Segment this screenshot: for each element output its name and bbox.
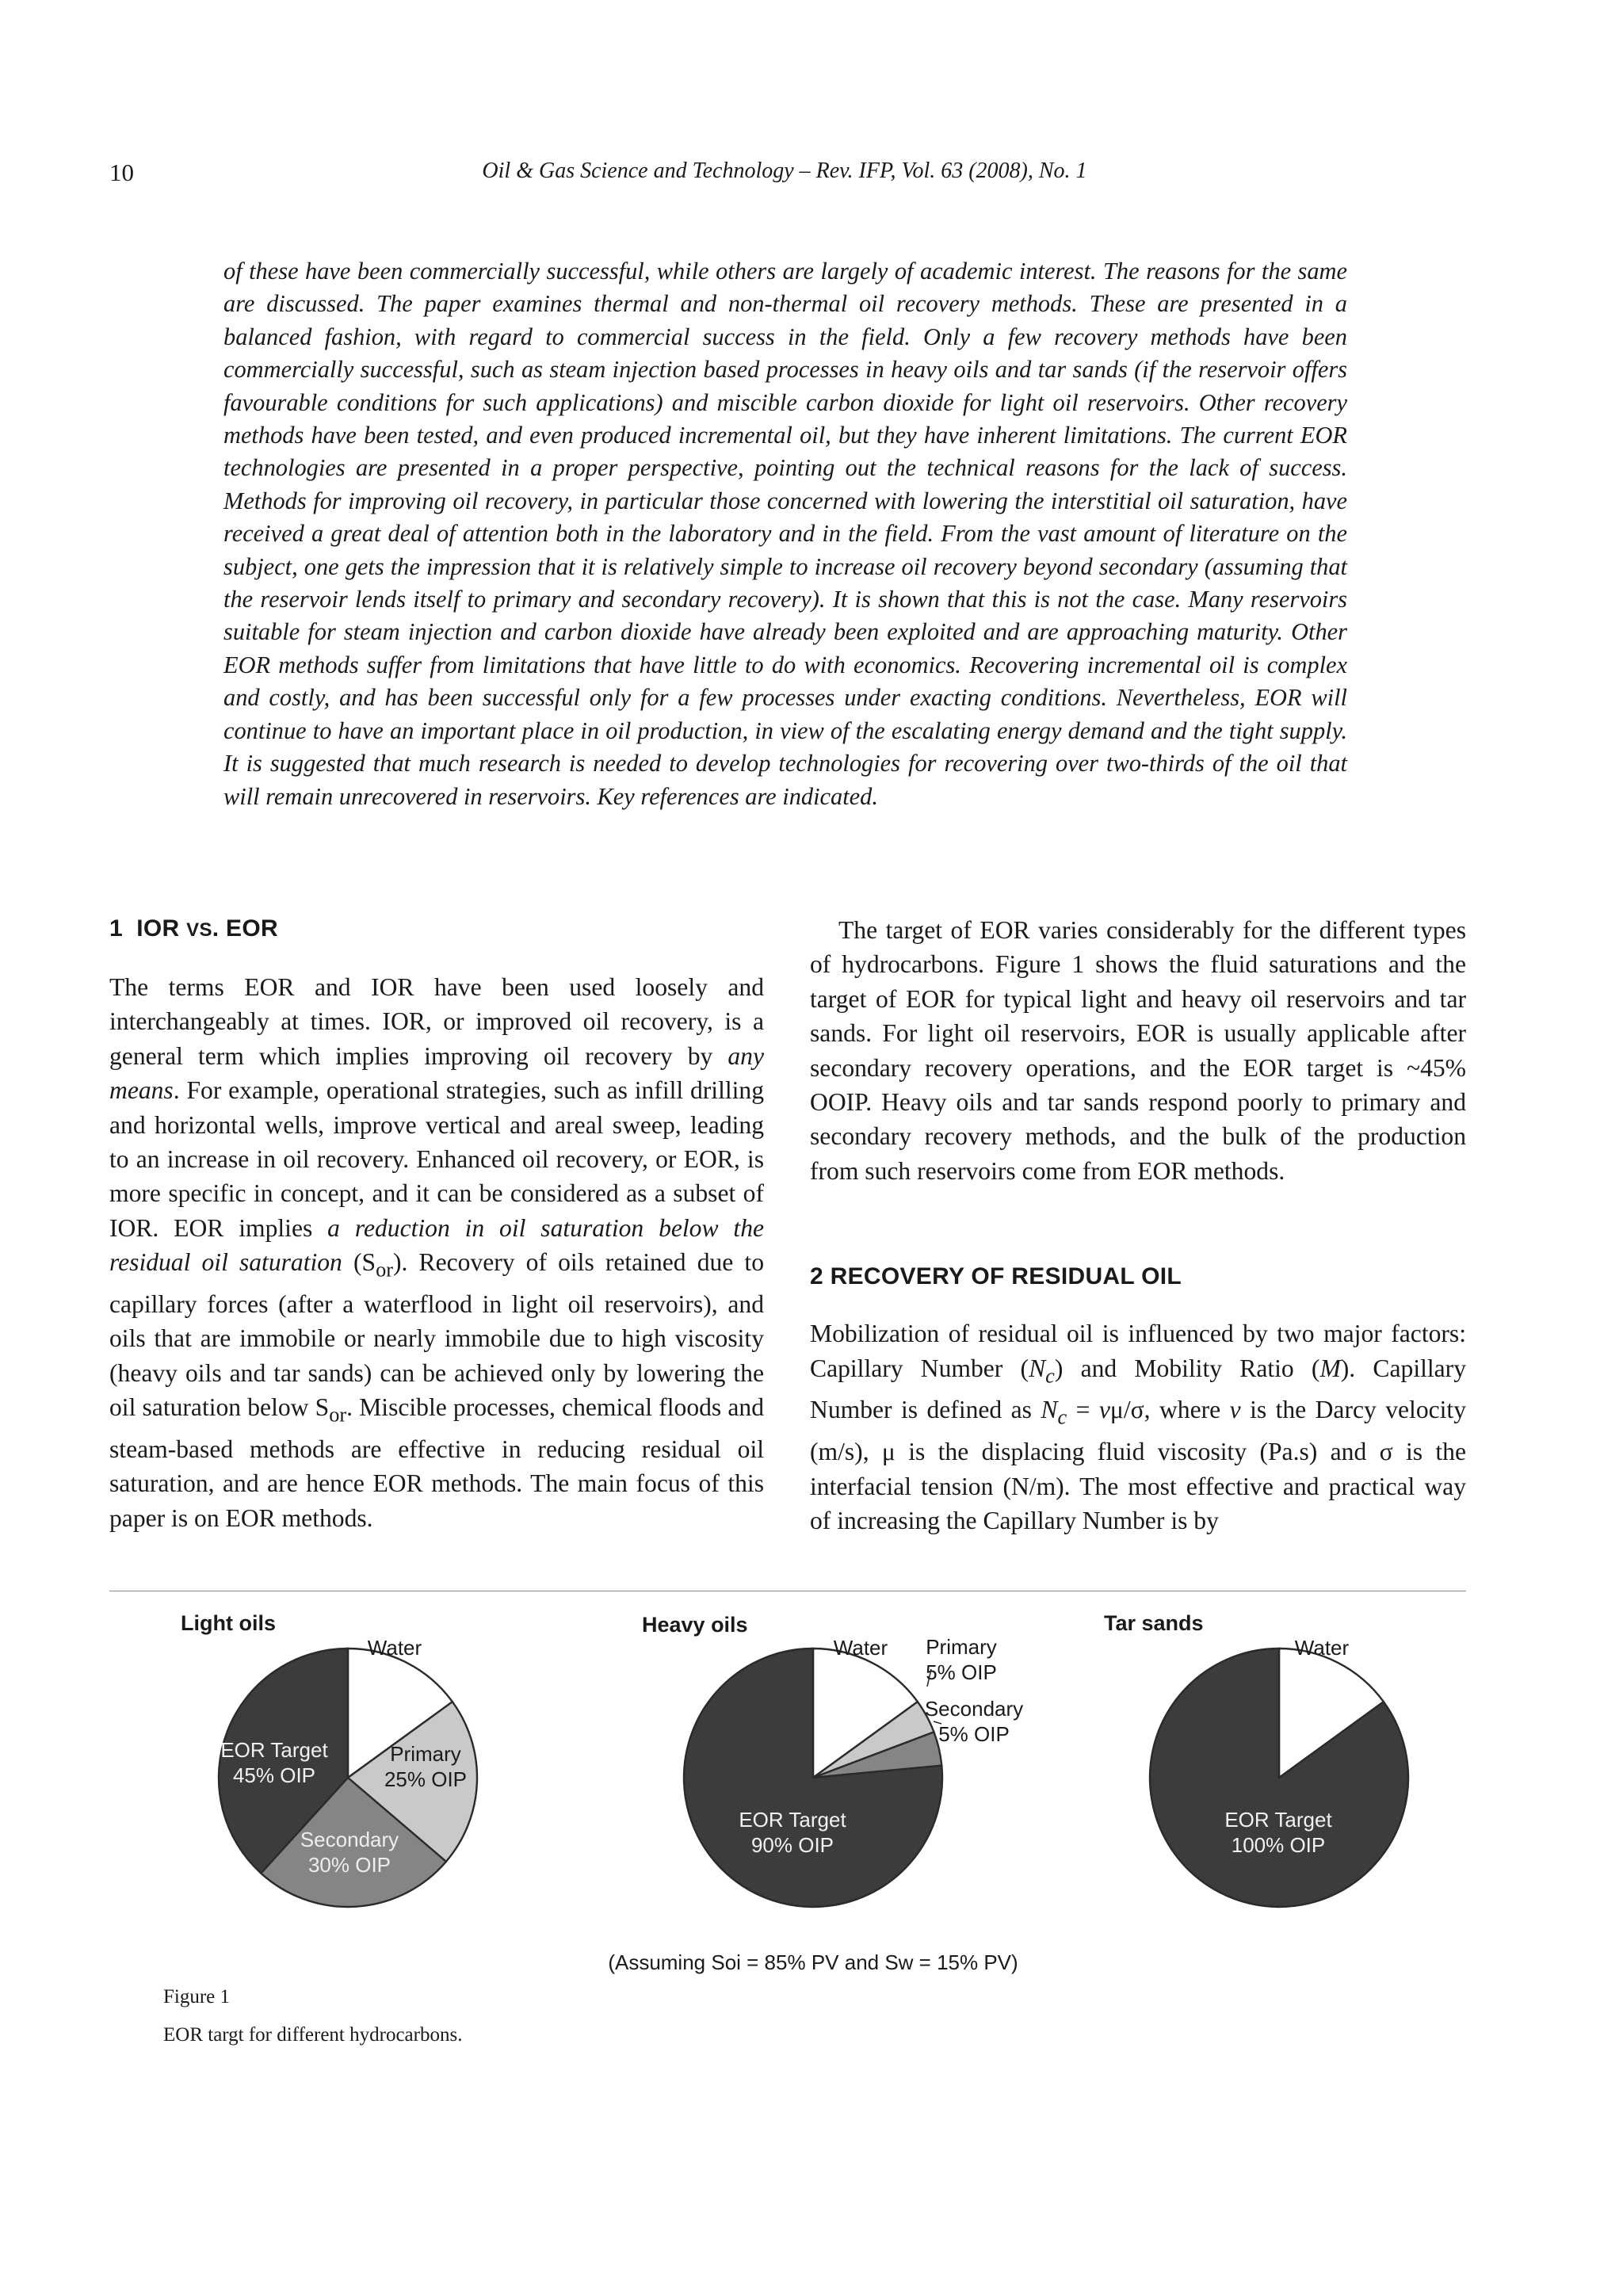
section-1-title-vs: VS [186,919,212,941]
symbol-c: c [1045,1363,1055,1387]
emphasis-any-means: any means [109,1041,764,1105]
slice-label-primary: Primary 25% OIP [384,1742,468,1791]
text-run: = [1067,1396,1099,1424]
text-run: (S [342,1248,376,1277]
figure-1 [109,1593,1466,1981]
text-run: . For example, operational strategies, such as infill drilling and horizontal wells, improve vertical and areal sweep, leading to an increase in oil recovery. Enhanced oil recovery, or EOR, is more specific in concept, and it can be considered as a subset of IOR. EOR implies [109,1076,764,1242]
slice-label-eor-target: EOR Target 45% OIP [220,1738,328,1787]
page-number: 10 [109,159,134,186]
chart-title: Heavy oils [642,1613,748,1637]
figure-note: (Assuming Soi = 85% PV and Sw = 15% PV) [608,1950,1018,1974]
eor-target-paragraph: The target of EOR varies considerably for the different types of hydrocarbons. Figure 1 shows the fluid saturations and the target of EOR for typical light and heavy oil reservoirs and tar sands. For light oil reservoirs, EOR is usually applicable after secondary recovery operations, and the EOR target is ~45% OOIP. Heavy oils and tar sands respond poorly to primary and secondary recovery methods, and the bulk of the production from such reservoirs come from EOR methods. [810,916,1466,1185]
figure-label: Figure 1 [163,1986,231,2008]
section-2-paragraph [810,1316,1466,1538]
slice-label-primary: Primary 5% OIP [926,1635,997,1684]
text-run: . Miscible processes, chemical floods and steam-based methods are effective in reducing residual oil saturation, and are hence EOR methods. The main focus of this paper is on EOR methods. [109,1393,764,1532]
slice-label-eor-target: EOR Target 90% OIP [739,1808,846,1857]
left-column [109,913,764,1535]
text-run: ). Recovery of oils retained due to capillary forces (after a waterflood in light oil reservoirs), and oils that are immobile or nearly immobile due to high viscosity (heavy oils and tar sands) can be achieved only by lowering the oil saturation below S [109,1248,764,1422]
symbol-n: N [1029,1354,1046,1382]
pie-charts [109,1593,1466,1981]
emphasis-reduction: a reduction in oil saturation below the residual oil saturation [109,1213,765,1277]
text-run: The terms EOR and IOR have been used loosely and interchangeably at times. IOR, or improved oil recovery, is a general term which implies improving oil recovery by [109,973,764,1070]
slice-label-water: Water [833,1636,888,1660]
symbol-v: v [1229,1396,1241,1424]
chart-title: Tar sands [1104,1611,1204,1635]
text-run: Mobilization of residual oil is influenced by two major factors: Capillary Number ( [810,1320,1466,1382]
section-1-number: 1 [109,915,123,942]
text-run: μ/σ, where [1109,1396,1230,1424]
figure-caption: EOR targt for different hydrocarbons. [163,2024,463,2046]
right-column [810,913,1466,1538]
slice-label-secondary: Secondary 30% OIP [300,1828,399,1877]
slice-label-water: Water [1294,1636,1350,1660]
slice-label-eor-target: EOR Target 100% OIP [1224,1808,1332,1857]
section-1-title-b: . EOR [212,915,278,942]
section-2-heading: 2 RECOVERY OF RESIDUAL OIL [810,1263,1182,1290]
section-1-heading [109,913,764,946]
running-head [238,159,1331,184]
symbol-v: v [1098,1396,1110,1424]
chart-title: Light oils [181,1611,276,1635]
journal-name: Oil & Gas Science and Technology – Rev. IFP, Vol. 63 (2008), No. 1 [482,159,1087,183]
section-1-title-a: IOR [136,915,187,942]
text-run: ) and Mobility Ratio ( [1054,1354,1320,1382]
text-run: ). Capillary Number is defined as [810,1354,1466,1424]
subscript-or: or [329,1403,347,1427]
symbol-c: c [1057,1405,1067,1429]
abstract-text: of these have been commercially successful, while others are largely of academic interest. The reasons for the same are discussed. The paper examines thermal and non-thermal oil recovery methods. These are presented in a balanced fashion, with regard to commercial success in the field. Only a few recovery methods have been commercially successful, such as steam injection based processes in heavy oils and tar sands (if the reservoir offers favourable conditions for such applications) and miscible carbon dioxide for light oil reservoirs. Other recovery methods have been tested, and even produced incremental oil, but they have inherent limitations. The current EOR technologies are presented in a proper perspective, pointing out the technical reasons for the lack of success. Methods for improving oil recovery, in particular those concerned with lowering the interstitial oil saturation, have received a great deal of attention both in the laboratory and in the field. From the vast amount of literature on the subject, one gets the impression that it is relatively simple to increase oil recovery beyond secondary (assuming that the reservoir lends itself to primary and secondary recovery). It is shown that this is not the case. Many reservoirs suitable for steam injection and carbon dioxide have already been exploited and are approaching maturity. Other EOR methods suffer from limitations that have little to do with economics. Recovering incremental oil is complex and costly, and has been successful only for a few processes under exacting conditions. Nevertheless, EOR will continue to have an important place in oil production, in view of the escalating energy demand and the tight supply. It is suggested that much research is needed to develop technologies for recovering over two-thirds of the oil that will remain unrecovered in reservoirs. Key references are indicated. [223,258,1347,810]
subscript-or: or [376,1258,393,1282]
symbol-n: N [1041,1396,1058,1424]
section-1-paragraph [109,970,764,1535]
slice-label-secondary: Secondary 5% OIP [924,1697,1024,1746]
slice-label-water: Water [367,1636,422,1660]
symbol-m: M [1319,1354,1341,1382]
text-run: is the Darcy velocity (m/s), μ is the displacing fluid viscosity (Pa.s) and σ is the interfacial tension (N/m). The most effective and practical way of increasing the Capillary Number is by [810,1396,1467,1534]
